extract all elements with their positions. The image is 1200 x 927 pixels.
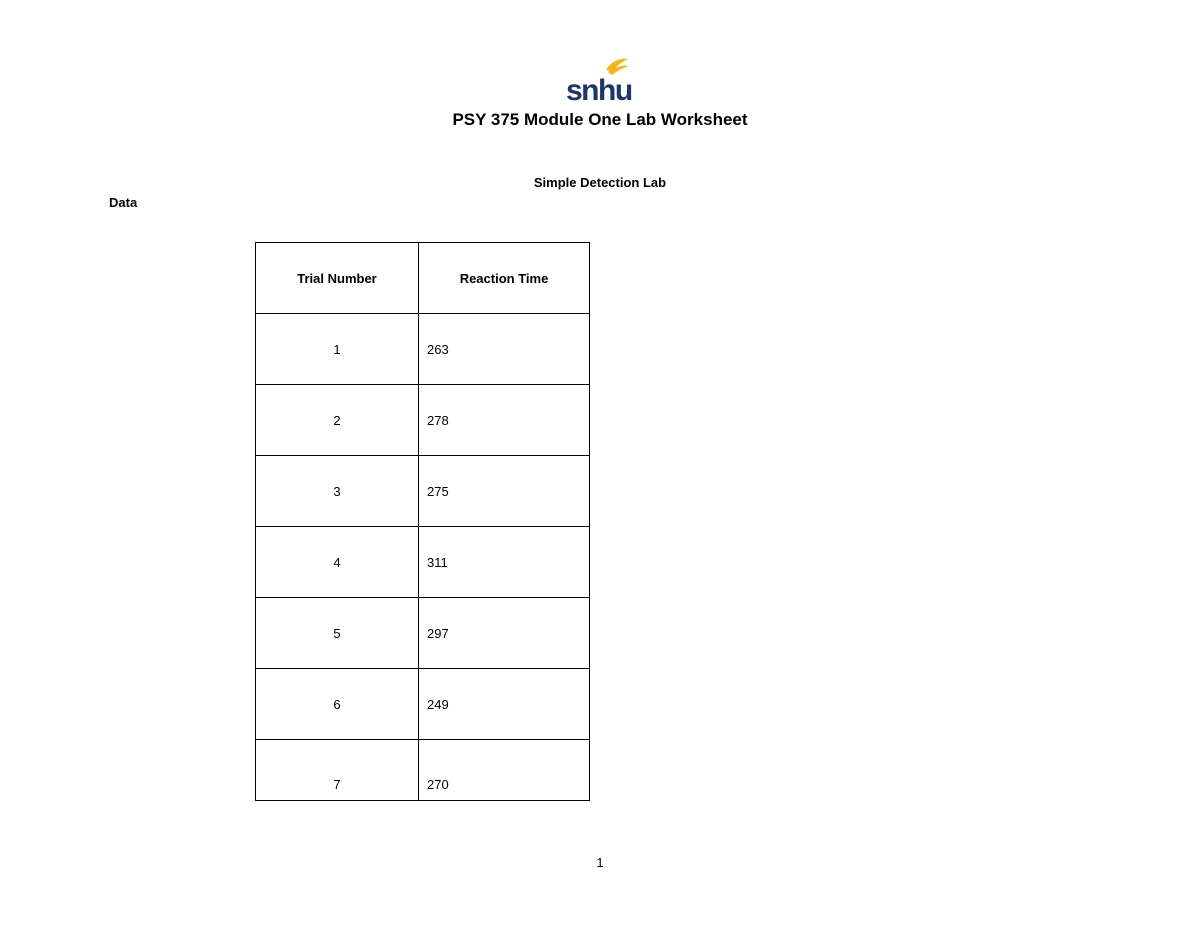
table-header-row [256,243,590,314]
reaction-time-cell: 278 [419,385,590,456]
snhu-logo [562,56,634,104]
reaction-time-cell: 263 [419,314,590,385]
reaction-time-table [255,242,590,801]
trial-number-cell: 1 [256,314,419,385]
trial-number-cell: 4 [256,527,419,598]
trial-number-cell: 7 [256,740,419,801]
trial-number-cell: 2 [256,385,419,456]
section-label-data: Data [109,195,138,210]
reaction-time-cell: 270 [419,740,590,801]
table-row [256,385,590,456]
table-row [256,527,590,598]
table-row [256,669,590,740]
trial-number-cell: 6 [256,669,419,740]
reaction-time-cell: 275 [419,456,590,527]
reaction-time-cell: 249 [419,669,590,740]
table-row [256,314,590,385]
table-row [256,598,590,669]
table-row [256,456,590,527]
trial-number-cell: 5 [256,598,419,669]
column-header-trial-number: Trial Number [256,243,419,314]
reaction-time-cell: 311 [419,527,590,598]
page-number: 1 [596,855,604,870]
reaction-time-cell: 297 [419,598,590,669]
svg-text:snhu: snhu [566,74,632,104]
document-title: PSY 375 Module One Lab Worksheet [452,110,748,129]
lab-subtitle: Simple Detection Lab [533,175,667,190]
column-header-reaction-time: Reaction Time [419,243,590,314]
table-row [256,740,590,801]
trial-number-cell: 3 [256,456,419,527]
